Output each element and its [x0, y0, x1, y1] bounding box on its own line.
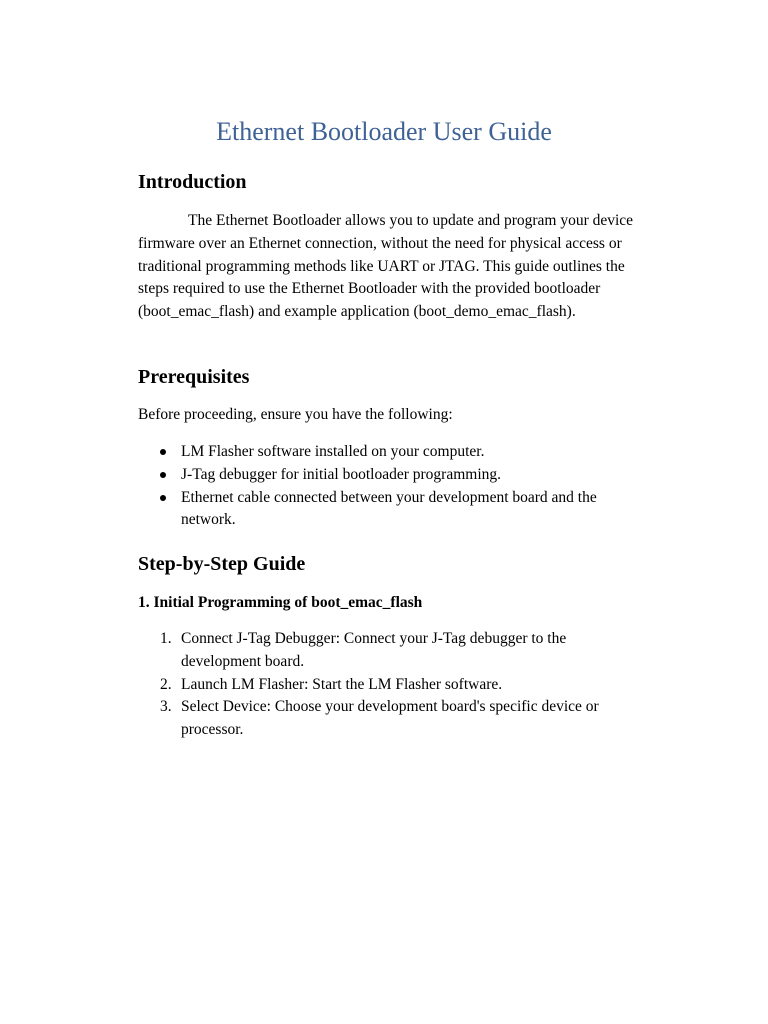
step-number: 1. [160, 630, 172, 647]
step-text: Launch LM Flasher: Start the LM Flasher software. [181, 675, 503, 693]
step-text: Connect J-Tag Debugger: Connect your J-Tag debugger to the development board. [181, 630, 567, 670]
step-number: 2. [160, 675, 172, 693]
bullet-icon [160, 472, 166, 478]
introduction-heading: Introduction [138, 171, 247, 193]
guide-subheading: 1. Initial Programming of boot_emac_flash [138, 594, 423, 611]
introduction-text: The Ethernet Bootloader allows you to update and program your device firmware over an Ethernet connection, without the need for physical access or traditional programming methods like UART or JTAG. This guide outlines the steps required to use the Ethernet Bootloader with the provided bootloader (boot_emac_flash) and example application (boot_demo_emac_flash). [138, 212, 634, 321]
list-item [138, 628, 638, 674]
list-item [138, 674, 638, 697]
document-title: Ethernet Bootloader User Guide [216, 117, 552, 146]
list-item-text: Ethernet cable connected between your development board and the network. [181, 488, 597, 529]
prerequisites-list [138, 441, 638, 532]
steps-list [138, 628, 638, 742]
step-number: 3. [160, 698, 172, 716]
list-item-text: LM Flasher software installed on your computer. [181, 443, 485, 460]
list-item [138, 464, 638, 487]
guide-heading: Step-by-Step Guide [138, 553, 306, 575]
step-text: Select Device: Choose your development board's specific device or processor. [181, 698, 599, 739]
list-item [138, 441, 638, 464]
list-item-text: J-Tag debugger for initial bootloader programming. [181, 465, 502, 483]
list-item [138, 487, 638, 533]
bullet-icon [160, 449, 166, 455]
prerequisites-heading: Prerequisites [138, 366, 250, 388]
prerequisites-intro: Before proceeding, ensure you have the following: [138, 406, 453, 423]
bullet-icon [160, 495, 166, 501]
list-item [138, 696, 638, 742]
